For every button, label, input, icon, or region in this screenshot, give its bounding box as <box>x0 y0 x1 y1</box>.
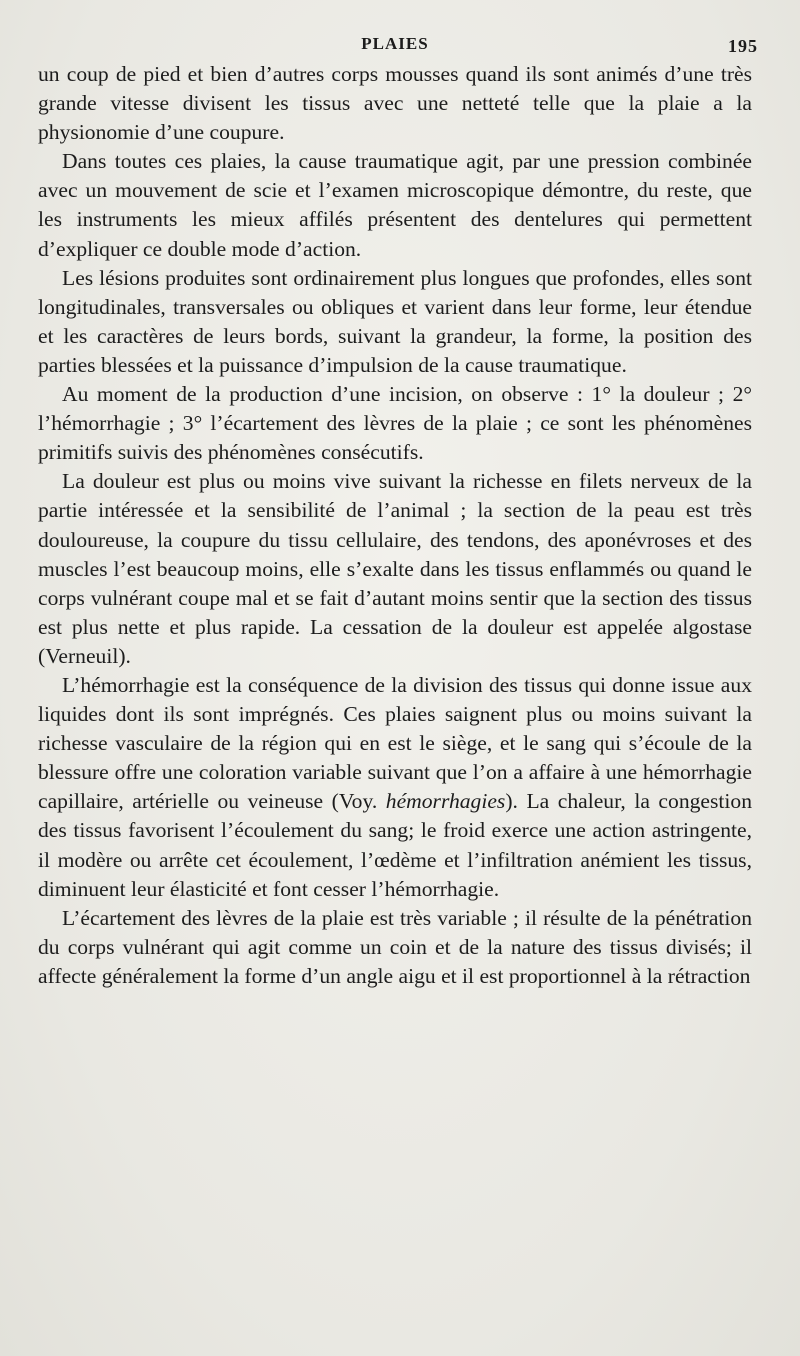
page-number: 195 <box>728 36 758 56</box>
paragraph-hemorrhagie <box>38 671 752 904</box>
hemorrhagies-reference: hémorrhagies <box>385 789 506 814</box>
paragraph-incision: Au moment de la production d’une incision, on observe : 1° la douleur ; 2° l’hémorrhagie ; 3° l’écartement des lèvres de la plaie ; ce sont les phénomènes primitifs suivis des phénomènes consécutifs. <box>38 382 752 465</box>
paragraph-douleur: La douleur est plus ou moins vive suivant la richesse en filets nerveux de la partie intéressée et la sensibilité de l’animal ; la section de la peau est très douloureuse, la coupure du tissu cellulaire, des tendons, des aponévroses et des muscles l’est beaucoup moins, elle s’exalte dans les tissus enflammés ou quand le corps vulnérant coupe mal et se fait d’autant moins sentir que la section des tissus est plus nette et plus rapide. La cessation de la douleur est appelée algostase (Verneuil). <box>38 469 752 668</box>
paragraph-mechanism: Dans toutes ces plaies, la cause traumatique agit, par une pression combinée avec un mouvement de scie et l’examen microscopique démontre, du reste, que les instruments les mieux affilés présentent des dentelures qui permettent d’expliquer ce double mode d’action. <box>38 149 752 261</box>
paragraph-ecartement: L’écartement des lèvres de la plaie est très variable ; il résulte de la pénétration du corps vulnérant qui agit comme un coin et de la nature des tissus divisés; il affecte généralement la forme d’un angle aigu et il est proportionnel à la rétraction <box>38 905 752 988</box>
paragraph-continuation: un coup de pied et bien d’autres corps mousses quand ils sont animés d’une très grande vitesse divisent les tissus avec une netteté telle que la plaie a la physionomie d’une coupure. <box>38 62 752 145</box>
page-header <box>38 30 758 60</box>
hemorrhagie-text-before: L’hémorrhagie est la conséquence de la division des tissus qui donne issue aux liquides dont ils sont imprégnés. Ces plaies saignent plus ou moins suivant la richesse vasculaire de la région qui en est le siège, et le sang qui s’écoule de la blessure offre une coloration variable suivant que l’on a affaire à une hémorrhagie capillaire, artérielle ou veineuse (Voy. <box>38 672 752 814</box>
running-title: PLAIES <box>361 34 429 53</box>
body-text <box>38 60 752 991</box>
paragraph-lesions: Les lésions produites sont ordinairement plus longues que profondes, elles sont longitudinales, transversales ou obliques et varient dans leur forme, leur étendue et les caractères de leurs bords, suivant la grandeur, la forme, la position des parties blessées et la puissance d’impulsion de la cause traumatique. <box>38 265 752 377</box>
hemorrhagie-text-after: ). La chaleur, la congestion des tissus favorisent l’écoulement du sang; le froid exerce une action astringente, il modère ou arrête cet écoulement, l’œdème et l’infiltration anémient les tissus, diminuent leur élasticité et font cesser l’hémorrhagie. <box>38 789 752 901</box>
